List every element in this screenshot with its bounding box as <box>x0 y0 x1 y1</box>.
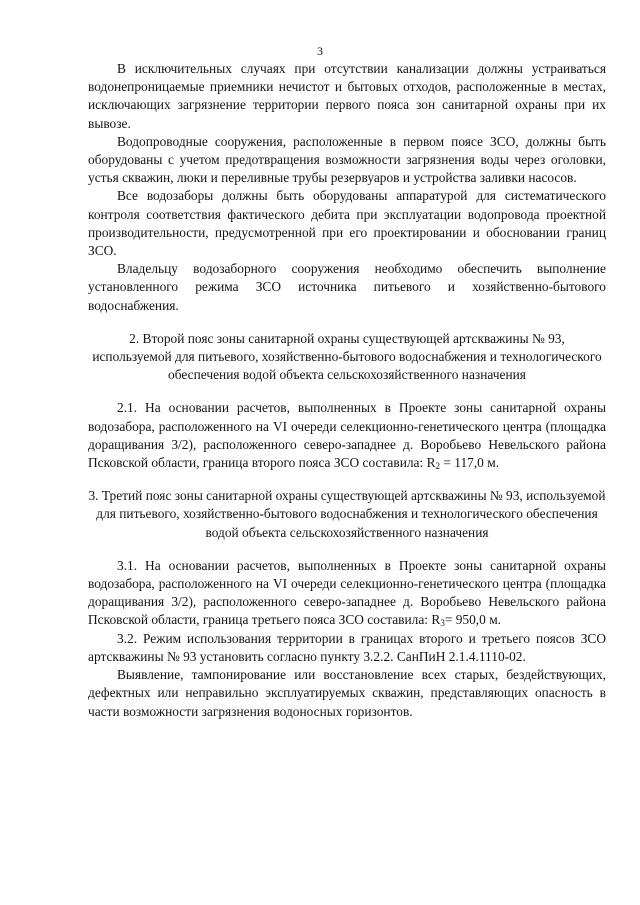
spacer <box>88 542 606 557</box>
paragraph-2-1 <box>88 399 606 472</box>
document-body <box>88 60 606 721</box>
spacer <box>88 384 606 399</box>
section-3-heading: 3. Третий пояс зоны санитарной охраны существующей артскважины № 93, используемой для питьевого, хозяйственно-бытового водоснабжения и технологического обеспечения водой объекта сельскохозяйственного назначения <box>88 488 606 540</box>
paragraph-water-structures: Водопроводные сооружения, расположенные в первом поясе ЗСО, должны быть оборудованы с учетом предотвращения возможности загрязнения воды через оголовки, устья скважин, люки и переливные трубы резервуаров и устройства заливки насосов. <box>88 133 606 186</box>
paragraph-3-3: Выявление, тампонирование или восстановление всех старых, бездействующих, дефектных или неправильно эксплуатируемых скважин, представляющих опасность в части возможности загрязнения водоносных горизонтов. <box>88 667 606 719</box>
page-number: 3 <box>317 44 323 58</box>
spacer <box>88 315 606 330</box>
paragraph-owner-duty: Владельцу водозаборного сооружения необходимо обеспечить выполнение установленного режима ЗСО источника питьевого и хозяйственно-бытового водоснабжения. <box>88 261 606 313</box>
radius-subscript: 3 <box>440 618 445 629</box>
paragraph-sewage: В исключительных случаях при отсутствии канализации должны устраиваться водонепроницаемые приемники нечистот и бытовых отходов, расположенные в местах, исключающих загрязнение территории первого пояса зон санитарной охраны при их вывозе. <box>88 61 606 131</box>
section-2-heading: 2. Второй пояс зоны санитарной охраны существующей артскважины № 93, используемой для питьевого, хозяйственно-бытового водоснабжения и технологического обеспечения водой объекта сельскохозяйственного назначения <box>92 330 602 383</box>
paragraph-3-2: 3.2. Режим использования территории в границах второго и третьего поясов ЗСО артскважины № 93 установить согласно пункту 3.2.2. СанПиН 2.1.4.1110-02. <box>88 630 606 664</box>
radius-subscript: 2 <box>435 461 440 472</box>
paragraph-2-1-text: 2.1. На основании расчетов, выполненных в Проекте зоны санитарной охраны водозабора, расположенного на VI очереди селекционно-генетического центра (площадка доращивания 3/2), расположенного северо-западнее д. Воробьево Невельского района Псковской области, граница второго пояса ЗСО составила: R <box>88 400 606 471</box>
paragraph-3-1-value: = 950,0 м. <box>444 612 502 628</box>
paragraph-2-1-value: = 117,0 м. <box>440 455 500 471</box>
paragraph-3-1-text: 3.1. На основании расчетов, выполненных в Проекте зоны санитарной охраны водозабора, расположенного на VI очереди селекционно-генетического центра (площадка доращивания 3/2), расположенного северо-западнее д. Воробьево Невельского района Псковской области, граница третьего пояса ЗСО составила: R <box>88 557 606 628</box>
paragraph-3-1 <box>88 557 606 630</box>
spacer <box>88 472 606 487</box>
paragraph-water-intakes: Все водозаборы должны быть оборудованы аппаратурой для систематического контроля соответствия фактического дебита при эксплуатации водопровода проектной производительности, предусмотренной при его проектировании и обосновании границ ЗСО. <box>88 188 606 259</box>
